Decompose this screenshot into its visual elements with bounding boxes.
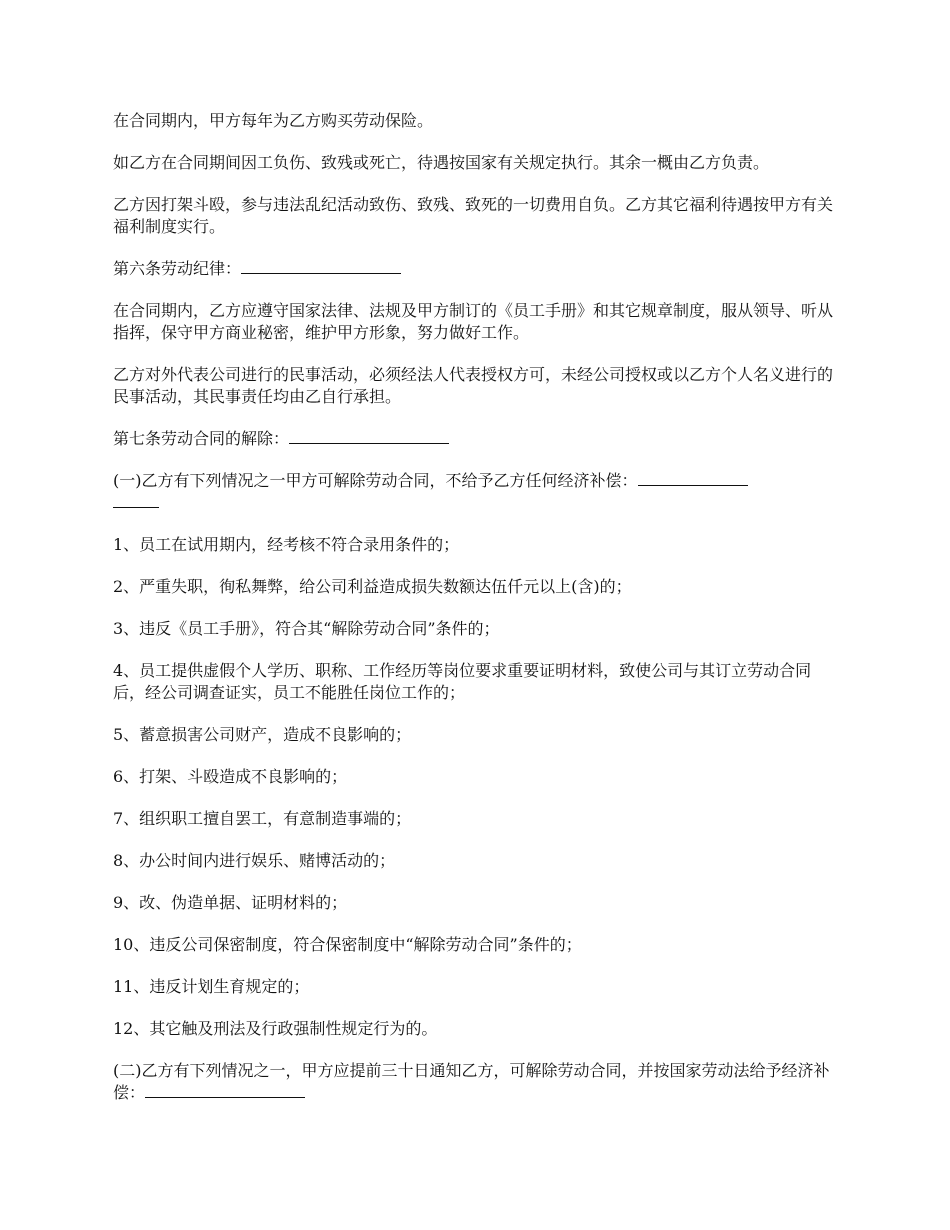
list-item-3: [113, 618, 840, 640]
paragraph-text: 9、改、伪造单据、证明材料的；: [113, 893, 348, 912]
list-item-5: [113, 724, 840, 746]
list-item-1: [113, 534, 840, 556]
paragraph-text: 2、严重失职，徇私舞弊，给公司利益造成损失数额达伍仟元以上(含)的；: [113, 577, 632, 596]
paragraph-text: 11、违反计划生育规定的；: [113, 977, 310, 996]
paragraph-text: 第七条劳动合同的解除：: [113, 429, 290, 448]
fill-blank: [638, 470, 748, 486]
list-item-9: [113, 892, 840, 914]
paragraph-text: 6、打架、斗殴造成不良影响的；: [113, 767, 348, 786]
paragraph-text: 乙方因打架斗殴，参与违法乱纪活动致伤、致残、致死的一切费用自负。乙方其它福利待遇按甲方有关福利制度实行。: [113, 195, 834, 236]
paragraph-text: 8、办公时间内进行娱乐、赌博活动的；: [113, 851, 396, 870]
paragraph-fight: [113, 194, 840, 238]
paragraph-text: (一)乙方有下列情况之一甲方可解除劳动合同，不给予乙方任何经济补偿：: [113, 471, 638, 490]
paragraph-text: 12、其它触及刑法及行政强制性规定行为的。: [113, 1019, 438, 1038]
fill-blank-continued: [113, 492, 159, 508]
paragraph-text: 4、员工提供虚假个人学历、职称、工作经历等岗位要求重要证明材料，致使公司与其订立劳动合同后，经公司调查证实，员工不能胜任岗位工作的；: [113, 661, 812, 702]
list-item-4: [113, 660, 840, 704]
paragraph-text: 1、员工在试用期内，经考核不符合录用条件的；: [113, 535, 460, 554]
paragraph-text: 第六条劳动纪律：: [113, 259, 242, 278]
fill-blank: [289, 428, 449, 444]
paragraph-text: (二)乙方有下列情况之一，甲方应提前三十日通知乙方，可解除劳动合同，并按国家劳动法给予经济补偿：: [113, 1061, 830, 1102]
paragraph-insurance: [113, 110, 840, 132]
paragraph-text: 3、违反《员工手册》，符合其“解除劳动合同”条件的；: [113, 619, 500, 638]
clause-2-heading: [113, 1060, 840, 1104]
list-item-12: [113, 1018, 840, 1040]
paragraph-text: 在合同期内，甲方每年为乙方购买劳动保险。: [113, 111, 434, 130]
article-7-heading: [113, 428, 840, 450]
list-item-8: [113, 850, 840, 872]
paragraph-text: 在合同期内，乙方应遵守国家法律、法规及甲方制订的《员工手册》和其它规章制度，服从领导、听从指挥，保守甲方商业秘密，维护甲方形象，努力做好工作。: [113, 301, 834, 342]
paragraph-text: 乙方对外代表公司进行的民事活动，必须经法人代表授权方可，未经公司授权或以乙方个人名义进行的民事活动，其民事责任均由乙自行承担。: [113, 365, 834, 406]
fill-blank: [241, 258, 401, 274]
paragraph-civil-activity: [113, 364, 840, 408]
fill-blank: [145, 1082, 305, 1098]
paragraph-injury: [113, 152, 840, 174]
list-item-10: [113, 934, 840, 956]
article-6-heading: [113, 258, 840, 280]
paragraph-text: 7、组织职工擅自罢工，有意制造事端的；: [113, 809, 412, 828]
paragraph-text: 5、蓄意损害公司财产，造成不良影响的；: [113, 725, 412, 744]
list-item-11: [113, 976, 840, 998]
list-item-7: [113, 808, 840, 830]
list-item-2: [113, 576, 840, 598]
paragraph-discipline: [113, 300, 840, 344]
paragraph-text: 10、违反公司保密制度，符合保密制度中“解除劳动合同”条件的；: [113, 935, 582, 954]
clause-1-heading: [113, 470, 840, 514]
document-page: [113, 110, 840, 1124]
paragraph-text: 如乙方在合同期间因工负伤、致残或死亡，待遇按国家有关规定执行。其余一概由乙方负责。: [113, 153, 770, 172]
list-item-6: [113, 766, 840, 788]
